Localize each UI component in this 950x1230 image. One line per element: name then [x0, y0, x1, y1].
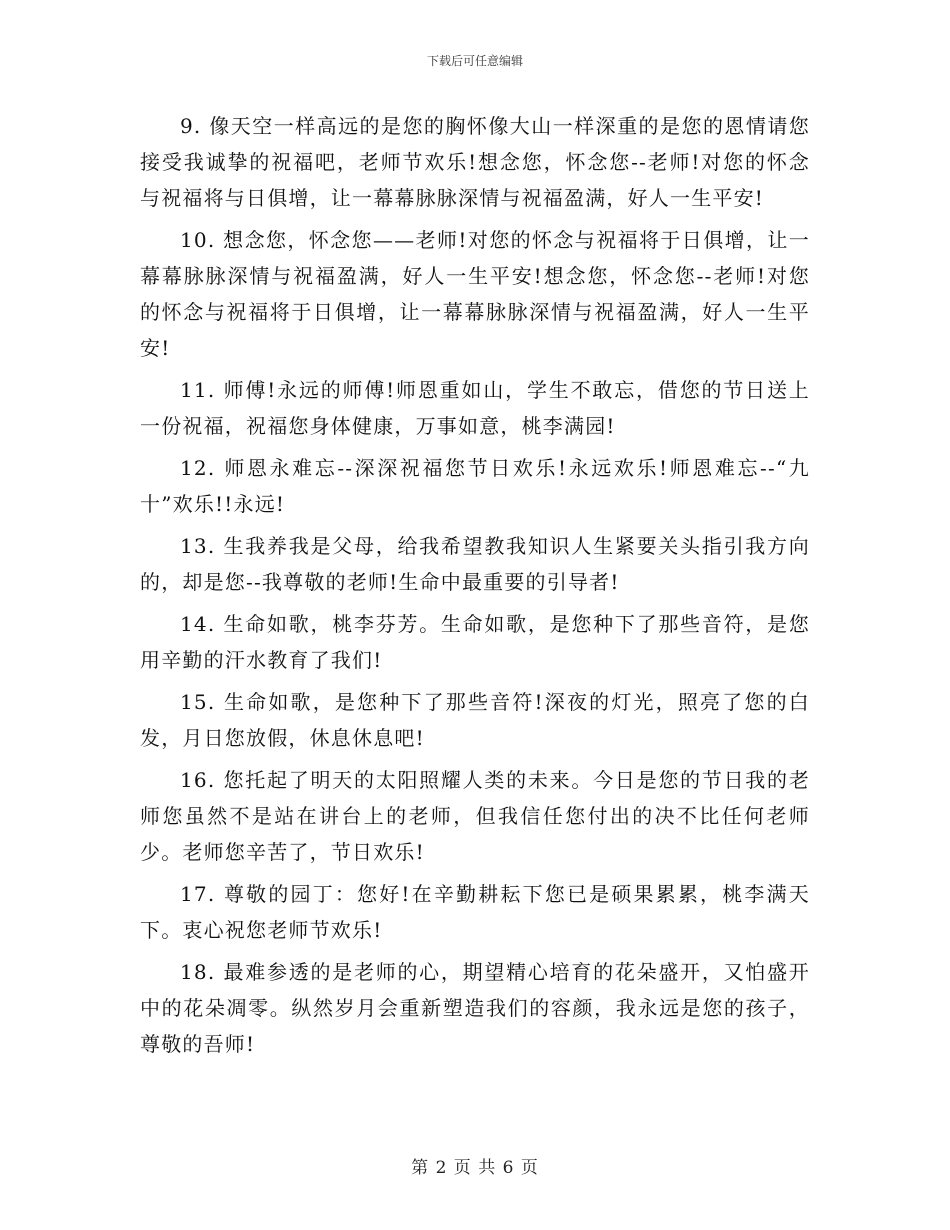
paragraph-16: 16. 您托起了明天的太阳照耀人类的未来。今日是您的节日我的老师您虽然不是站在讲台上的老师，但我信任您付出的决不比任何老师少。老师您辛苦了，节日欢乐! [140, 768, 810, 864]
paragraph-11: 11. 师傅!永远的师傅!师恩重如山，学生不敢忘，借您的节日送上一份祝福，祝福您身体健康，万事如意，桃李满园! [140, 378, 810, 438]
paragraph-14: 14. 生命如歌，桃李芬芳。生命如歌，是您种下了那些音符，是您用辛勤的汗水教育了我们! [140, 612, 810, 672]
paragraph-9: 9. 像天空一样高远的是您的胸怀像大山一样深重的是您的恩情请您接受我诚挚的祝福吧，老师节欢乐!想念您，怀念您--老师!对您的怀念与祝福将与日俱增，让一幕幕脉脉深情与祝福盈满，好人一生平安! [140, 114, 810, 210]
paragraph-12: 12. 师恩永难忘--深深祝福您节日欢乐!永远欢乐!师恩难忘--“九十”欢乐!!永远! [140, 456, 810, 516]
page-footer: 第 2 页 共 6 页 [411, 1158, 539, 1178]
page-header: 下载后可任意编辑 [426, 54, 523, 68]
document-body [140, 108, 810, 1068]
paragraph-15: 15. 生命如歌，是您种下了那些音符!深夜的灯光，照亮了您的白发，月日您放假，休息休息吧! [140, 690, 810, 750]
paragraph-17: 17. 尊敬的园丁：您好!在辛勤耕耘下您已是硕果累累，桃李满天下。衷心祝您老师节欢乐! [140, 882, 810, 942]
paragraph-10: 10. 想念您，怀念您——老师!对您的怀念与祝福将于日俱增，让一幕幕脉脉深情与祝福盈满，好人一生平安!想念您，怀念您--老师!对您的怀念与祝福将于日俱增，让一幕幕脉脉深情与祝福盈满，好人一生平安! [140, 228, 810, 360]
paragraph-18: 18. 最难参透的是老师的心，期望精心培育的花朵盛开，又怕盛开中的花朵凋零。纵然岁月会重新塑造我们的容颜，我永远是您的孩子，尊敬的吾师! [140, 960, 810, 1056]
paragraph-13: 13. 生我养我是父母，给我希望教我知识人生紧要关头指引我方向的，却是您--我尊敬的老师!生命中最重要的引导者! [140, 534, 810, 594]
